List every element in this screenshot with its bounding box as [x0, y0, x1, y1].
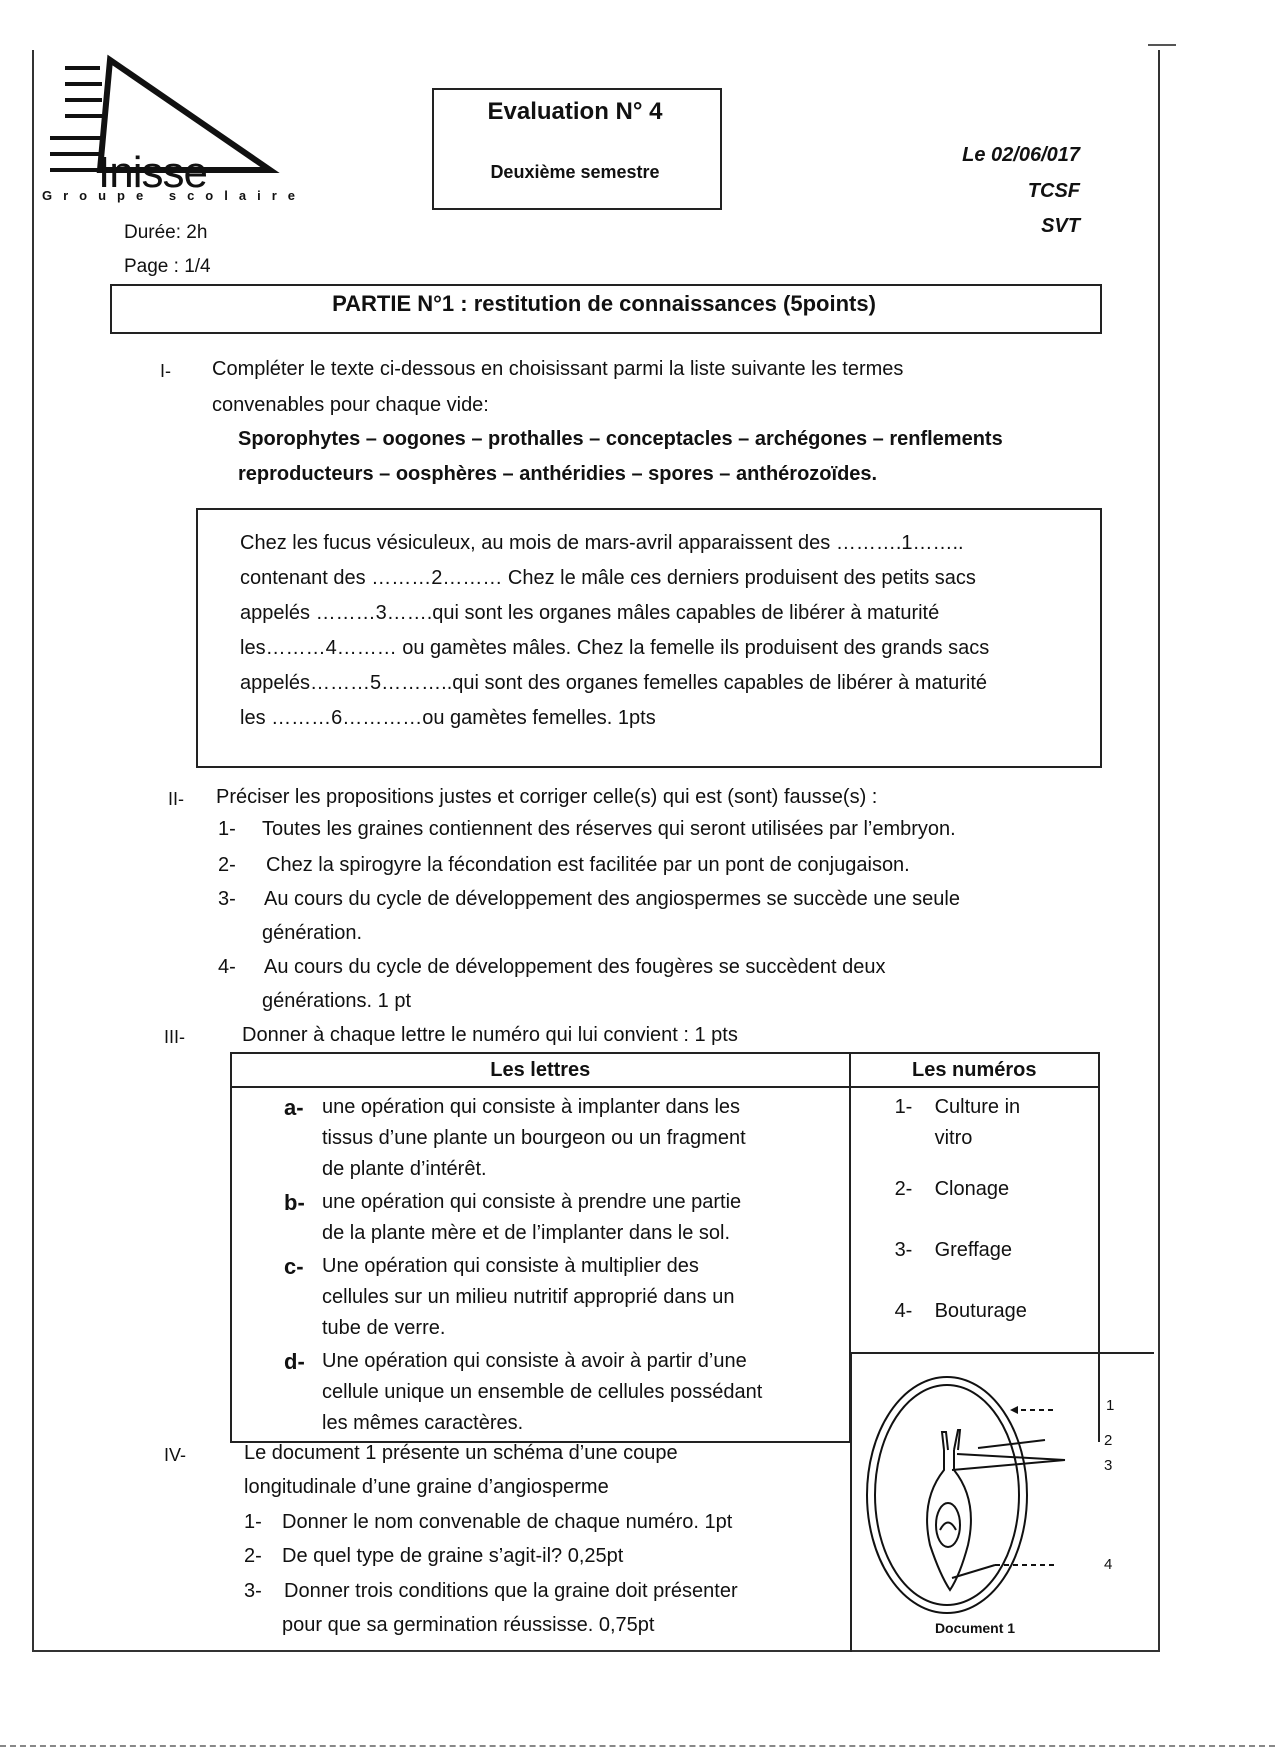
- option-text: Culture in: [934, 1096, 1021, 1118]
- letter-text: Une opération qui consiste à avoir à partir d’une: [322, 1350, 747, 1372]
- number-option: [851, 1235, 1098, 1266]
- option-text: Clonage: [934, 1178, 1010, 1200]
- question-number: 1-: [244, 1511, 262, 1533]
- option-number: 2-: [894, 1178, 913, 1200]
- item-number: 4-: [218, 956, 236, 978]
- letter-text: une opération qui consiste à implanter dans les: [322, 1096, 741, 1118]
- corner-mark: [1148, 44, 1176, 46]
- statement-cont: générations. 1 pt: [262, 990, 411, 1012]
- number-option: [851, 1092, 1098, 1154]
- column-header-letters: Les lettres: [231, 1053, 850, 1087]
- letter-item: [232, 1251, 849, 1344]
- letter-item: [232, 1346, 849, 1439]
- item-number: 2-: [218, 854, 236, 876]
- option-text: vitro: [934, 1127, 973, 1149]
- fill-in-text-box: [196, 508, 1102, 768]
- subject-name: SVT: [1041, 215, 1080, 237]
- section3-instruction: Donner à chaque lettre le numéro qui lui convient : 1 pts: [242, 1024, 738, 1046]
- option-number: 3-: [894, 1239, 913, 1261]
- letter-text: cellule unique un ensemble de cellules possédant: [322, 1381, 763, 1403]
- letter-text: tissus d’une plante un bourgeon ou un fragment: [322, 1127, 746, 1149]
- statement-cont: génération.: [262, 922, 363, 944]
- item-number: 1-: [218, 818, 236, 840]
- option-number: 1-: [894, 1096, 913, 1118]
- section-number: IV-: [164, 1445, 187, 1465]
- letter-label: a-: [284, 1095, 304, 1120]
- letter-text: les mêmes caractères.: [322, 1412, 524, 1434]
- diagram-label: 2: [1104, 1432, 1113, 1449]
- diagram-label: 3: [1104, 1457, 1113, 1474]
- section4-intro: Le document 1 présente un schéma d’une coupe: [244, 1442, 678, 1464]
- term-list-cont: reproducteurs – oosphères – anthéridies – spores – anthérozoïdes.: [238, 463, 878, 485]
- option-text: Greffage: [934, 1239, 1013, 1261]
- question: Donner le nom convenable de chaque numéro. 1pt: [282, 1511, 733, 1533]
- statement: Au cours du cycle de développement des angiospermes se succède une seule: [264, 888, 960, 910]
- logo-subtitle: Groupe scolaire: [42, 188, 306, 203]
- question: Donner trois conditions que la graine doit présenter: [284, 1580, 738, 1602]
- evaluation-title: Evaluation N° 4: [487, 98, 663, 125]
- fill-line: appelés………5………..qui sont des organes femelles capables de libérer à maturité: [240, 672, 988, 694]
- section-number: III-: [164, 1027, 185, 1047]
- diagram-label: 1: [1106, 1397, 1115, 1414]
- fill-line: Chez les fucus vésiculeux, au mois de mars-avril apparaissent des ……….1……..: [240, 532, 964, 554]
- logo-brand: Inisse: [98, 148, 207, 197]
- letter-label: c-: [284, 1254, 304, 1279]
- page-footer-line: [0, 1745, 1275, 1747]
- section4-intro-cont: longitudinale d’une graine d’angiosperme: [244, 1476, 609, 1498]
- letter-item: [232, 1092, 849, 1185]
- seed-section-diagram: [860, 1370, 1130, 1620]
- section2-instruction: Préciser les propositions justes et corriger celle(s) qui est (sont) fausse(s) :: [216, 786, 878, 808]
- option-number: 4-: [894, 1300, 913, 1322]
- exam-date: Le 02/06/017: [962, 144, 1080, 166]
- statement: Chez la spirogyre la fécondation est facilitée par un pont de conjugaison.: [266, 854, 910, 876]
- term-list: Sporophytes – oogones – prothalles – conceptacles – archégones – renflements: [238, 428, 1003, 450]
- class-name: TCSF: [1027, 180, 1080, 202]
- option-text: Bouturage: [934, 1300, 1027, 1322]
- fill-line: contenant des ………2……… Chez le mâle ces derniers produisent des petits sacs: [240, 567, 976, 589]
- question-cont: pour que sa germination réussisse. 0,75pt: [282, 1614, 655, 1636]
- section-number: II-: [168, 789, 184, 809]
- section1-instruction-cont: convenables pour chaque vide:: [212, 394, 489, 416]
- statement: Toutes les graines contiennent des réserves qui seront utilisées par l’embryon.: [262, 818, 956, 840]
- letter-text: Une opération qui consiste à multiplier des: [322, 1255, 699, 1277]
- fill-line: les………4……… ou gamètes mâles. Chez la femelle ils produisent des grands sacs: [240, 637, 990, 659]
- fill-line: les ………6…………ou gamètes femelles. 1pts: [240, 707, 656, 729]
- letter-text: de la plante mère et de l’implanter dans le sol.: [322, 1222, 731, 1244]
- letters-cell: [231, 1087, 850, 1442]
- question-number: 2-: [244, 1545, 262, 1567]
- letter-text: tube de verre.: [322, 1317, 446, 1339]
- letter-item: [232, 1187, 849, 1249]
- item-number: 3-: [218, 888, 236, 910]
- letter-text: une opération qui consiste à prendre une partie: [322, 1191, 742, 1213]
- statement: Au cours du cycle de développement des fougères se succèdent deux: [264, 956, 886, 978]
- page-number: Page : 1/4: [124, 256, 211, 277]
- question-number: 3-: [244, 1580, 262, 1602]
- letter-text: cellules sur un milieu nutritif approprié dans un: [322, 1286, 735, 1308]
- letter-label: b-: [284, 1190, 305, 1215]
- semester: Deuxième semestre: [490, 162, 660, 182]
- diagram-label: 4: [1104, 1556, 1113, 1573]
- question: De quel type de graine s’agit-il? 0,25pt: [282, 1545, 624, 1567]
- letter-label: d-: [284, 1349, 305, 1374]
- section-number: I-: [160, 361, 171, 381]
- duration: Durée: 2h: [124, 222, 208, 243]
- document1-caption: Document 1: [934, 1620, 1016, 1636]
- fill-line: appelés ………3…….qui sont les organes mâles capables de libérer à maturité: [240, 602, 940, 624]
- number-option: [851, 1296, 1098, 1327]
- number-option: [851, 1174, 1098, 1205]
- letter-text: de plante d’intérêt.: [322, 1158, 487, 1180]
- part-title: PARTIE N°1 : restitution de connaissances (5points): [332, 291, 876, 316]
- column-header-numbers: Les numéros: [850, 1053, 1099, 1087]
- section1-instruction: Compléter le texte ci-dessous en choisissant parmi la liste suivante les termes: [212, 358, 904, 380]
